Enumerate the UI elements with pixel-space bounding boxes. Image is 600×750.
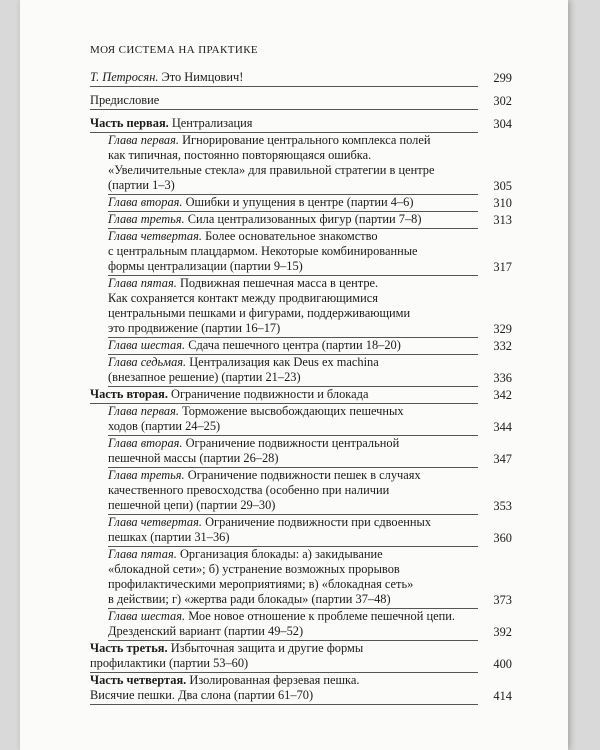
toc-entry-line: [108, 276, 478, 291]
toc-entry-title: Сила централизованных фигур (партии 7–8): [187, 212, 422, 226]
toc-entry-line: [90, 656, 478, 671]
toc-entry-line: [90, 641, 478, 656]
toc-entry-line: [108, 515, 478, 530]
page-number: 336: [493, 371, 512, 385]
toc-entry-title: Дрезденский вариант (партии 49–52): [108, 624, 304, 638]
part-label: Часть третья.: [90, 641, 168, 655]
toc-entry-title: Торможение высвобождающих пешечных: [182, 404, 404, 418]
toc-entry: [90, 116, 512, 133]
chapter-label: Т. Петросян.: [90, 70, 159, 84]
toc-entry-line: [90, 673, 478, 688]
toc-entry-title: Игнорирование центрального комплекса полей: [182, 133, 431, 147]
chapter-label: Глава вторая.: [108, 436, 183, 450]
toc-entry-text: [90, 116, 478, 133]
toc-entry-text: [90, 673, 478, 705]
chapter-label: Глава шестая.: [108, 338, 186, 352]
toc-entry-title: Избыточная защита и другие формы: [170, 641, 364, 655]
toc-entry-text: [108, 133, 478, 195]
toc-entry-title: центральными пешками и фигурами, поддерживающими: [108, 306, 411, 320]
toc-entry-title: Ограничение подвижности и блокада: [171, 387, 369, 401]
toc-entry: [90, 338, 512, 355]
toc-entry-title: Это Нимцович!: [161, 70, 244, 84]
toc-entry-title: Сдача пешечного центра (партии 18–20): [188, 338, 401, 352]
page-number: 373: [493, 593, 512, 607]
chapter-label: Глава четвертая.: [108, 515, 202, 529]
toc-entry-line: [108, 436, 478, 451]
toc-entry: [90, 195, 512, 212]
toc-entry-text: [108, 404, 478, 436]
page-number: 304: [493, 117, 512, 131]
chapter-label: Глава пятая.: [108, 276, 177, 290]
toc-entry-title: Изолированная ферзевая пешка.: [189, 673, 360, 687]
toc-entry: [90, 276, 512, 338]
toc-entry-text: [108, 338, 478, 355]
book-page: [20, 0, 568, 750]
toc-entry-line: [108, 483, 478, 498]
chapter-label: Глава седьмая.: [108, 355, 187, 369]
toc-entry-line: [108, 419, 478, 434]
page-number: 332: [493, 339, 512, 353]
toc-entry-line: [108, 148, 478, 163]
chapter-label: Глава третья.: [108, 468, 185, 482]
toc-entry: [90, 468, 512, 515]
toc-entry: [90, 229, 512, 276]
toc-entry-text: [108, 468, 478, 515]
toc-entry-line: [108, 547, 478, 562]
page-number: 344: [493, 420, 512, 434]
toc-entry-text: [90, 387, 478, 404]
chapter-label: Глава шестая.: [108, 609, 186, 623]
page-number: 414: [493, 689, 512, 703]
toc-entry-title: Централизация: [171, 116, 253, 130]
toc-entry: [90, 212, 512, 229]
toc-entry: [90, 70, 512, 87]
toc-entry-title: качественного превосходства (особенно при наличии: [108, 483, 390, 497]
page-number: 313: [493, 213, 512, 227]
toc-entry-line: [108, 291, 478, 306]
toc-entry-line: [108, 609, 478, 624]
toc-entry-title: с центральным плацдармом. Некоторые комбинированные: [108, 244, 418, 258]
toc-entry-text: [108, 515, 478, 547]
toc-list: [90, 70, 512, 705]
page-number: 392: [493, 625, 512, 639]
toc-entry-line: [90, 93, 478, 108]
chapter-label: Глава первая.: [108, 133, 179, 147]
toc-entry-line: [108, 370, 478, 385]
toc-entry-text: [90, 641, 478, 673]
toc-entry-line: [108, 451, 478, 466]
toc-entry-line: [108, 530, 478, 545]
toc-entry: [90, 547, 512, 609]
toc-entry-title: профилактики (партии 53–60): [90, 656, 249, 670]
toc-entry-title: Предисловие: [90, 93, 160, 107]
page-number: 360: [493, 531, 512, 545]
toc-entry-line: [108, 321, 478, 336]
toc-entry: [90, 404, 512, 436]
toc-entry-line: [108, 468, 478, 483]
toc-entry-title: Ошибки и упущения в центре (партии 4–6): [185, 195, 414, 209]
chapter-label: Глава пятая.: [108, 547, 177, 561]
toc-entry-title: (внезапное решение) (партии 21–23): [108, 370, 301, 384]
chapter-label: Глава третья.: [108, 212, 185, 226]
page-number: 310: [493, 196, 512, 210]
toc-entry-text: [108, 276, 478, 338]
toc-entry-text: [90, 93, 478, 110]
toc-entry-text: [90, 70, 478, 87]
toc-entry-title: Организация блокады: а) закидывание: [179, 547, 383, 561]
toc-entry-line: [108, 212, 478, 227]
toc-entry-title: пешечной массы (партии 26–28): [108, 451, 279, 465]
toc-entry-line: [108, 244, 478, 259]
chapter-label: Глава четвертая.: [108, 229, 202, 243]
toc-entry-line: [90, 70, 478, 85]
toc-entry: [90, 641, 512, 673]
toc-entry-line: [108, 562, 478, 577]
toc-entry: [90, 133, 512, 195]
toc-entry: [90, 609, 512, 641]
toc-entry-line: [108, 624, 478, 639]
page-number: 299: [493, 71, 512, 85]
toc-entry-title: профилактическими мероприятиями; в) «блокадная сеть»: [108, 577, 414, 591]
toc-entry-line: [108, 163, 478, 178]
chapter-label: Глава вторая.: [108, 195, 183, 209]
toc-entry-title: «Увеличительные стекла» для правильной стратегии в центре: [108, 163, 435, 177]
toc-entry-line: [108, 259, 478, 274]
toc-entry: [90, 355, 512, 387]
toc-entry-line: [90, 688, 478, 703]
section-header: МОЯ СИСТЕМА НА ПРАКТИКЕ: [90, 44, 259, 56]
toc-entry-title: Подвижная пешечная масса в центре.: [179, 276, 379, 290]
page-number: 400: [493, 657, 512, 671]
toc-entry-title: как типичная, постоянно повторяющаяся ошибка.: [108, 148, 372, 162]
page-number: 317: [493, 260, 512, 274]
toc-entry-title: пешках (партии 31–36): [108, 530, 230, 544]
page-number: 353: [493, 499, 512, 513]
toc-entry-line: [108, 577, 478, 592]
toc-entry-line: [108, 592, 478, 607]
page-number: 347: [493, 452, 512, 466]
toc-entry-title: пешечной цепи) (партии 29–30): [108, 498, 276, 512]
toc-entry-line: [108, 498, 478, 513]
toc-entry-title: Мое новое отношение к проблеме пешечной цепи.: [188, 609, 455, 623]
toc-entry-title: «блокадной сети»; б) устранение возможных прорывов: [108, 562, 400, 576]
toc-entry-title: Более основательное знакомство: [205, 229, 378, 243]
toc-entry-line: [108, 404, 478, 419]
part-label: Часть вторая.: [90, 387, 168, 401]
toc-entry-title: Ограничение подвижности при сдвоенных: [205, 515, 432, 529]
toc-entry-title: Висячие пешки. Два слона (партии 61–70): [90, 688, 314, 702]
toc-entry-title: (партии 1–3): [108, 178, 175, 192]
page-number: 342: [493, 388, 512, 402]
toc-entry-text: [108, 609, 478, 641]
chapter-label: Глава первая.: [108, 404, 179, 418]
toc-entry-title: Как сохраняется контакт между продвигающимися: [108, 291, 378, 305]
toc-entry-text: [108, 355, 478, 387]
toc-entry-title: формы централизации (партии 9–15): [108, 259, 303, 273]
toc-entry-line: [108, 229, 478, 244]
table-of-contents: [90, 44, 512, 705]
part-label: Часть четвертая.: [90, 673, 187, 687]
toc-entry-title: Ограничение подвижности центральной: [185, 436, 400, 450]
toc-entry: [90, 93, 512, 110]
toc-entry-title: это продвижение (партии 16–17): [108, 321, 281, 335]
toc-entry-text: [108, 436, 478, 468]
toc-entry-line: [90, 116, 478, 131]
part-label: Часть первая.: [90, 116, 169, 130]
toc-entry: [90, 387, 512, 404]
toc-entry: [90, 515, 512, 547]
toc-entry-line: [90, 387, 478, 402]
page-number: 305: [493, 179, 512, 193]
toc-entry-text: [108, 547, 478, 609]
toc-entry: [90, 436, 512, 468]
toc-entry-title: в действии; г) «жертва ради блокады» (партии 37–48): [108, 592, 391, 606]
toc-entry: [90, 673, 512, 705]
toc-entry-text: [108, 195, 478, 212]
toc-entry-text: [108, 212, 478, 229]
toc-entry-line: [108, 338, 478, 353]
toc-entry-text: [108, 229, 478, 276]
page-number: 329: [493, 322, 512, 336]
toc-entry-title: ходов (партии 24–25): [108, 419, 221, 433]
toc-entry-line: [108, 195, 478, 210]
toc-entry-line: [108, 133, 478, 148]
toc-entry-line: [108, 355, 478, 370]
toc-entry-line: [108, 178, 478, 193]
toc-entry-title: Централизация как Deus ex machina: [189, 355, 379, 369]
toc-entry-title: Ограничение подвижности пешек в случаях: [187, 468, 421, 482]
toc-entry-line: [108, 306, 478, 321]
page-number: 302: [493, 94, 512, 108]
